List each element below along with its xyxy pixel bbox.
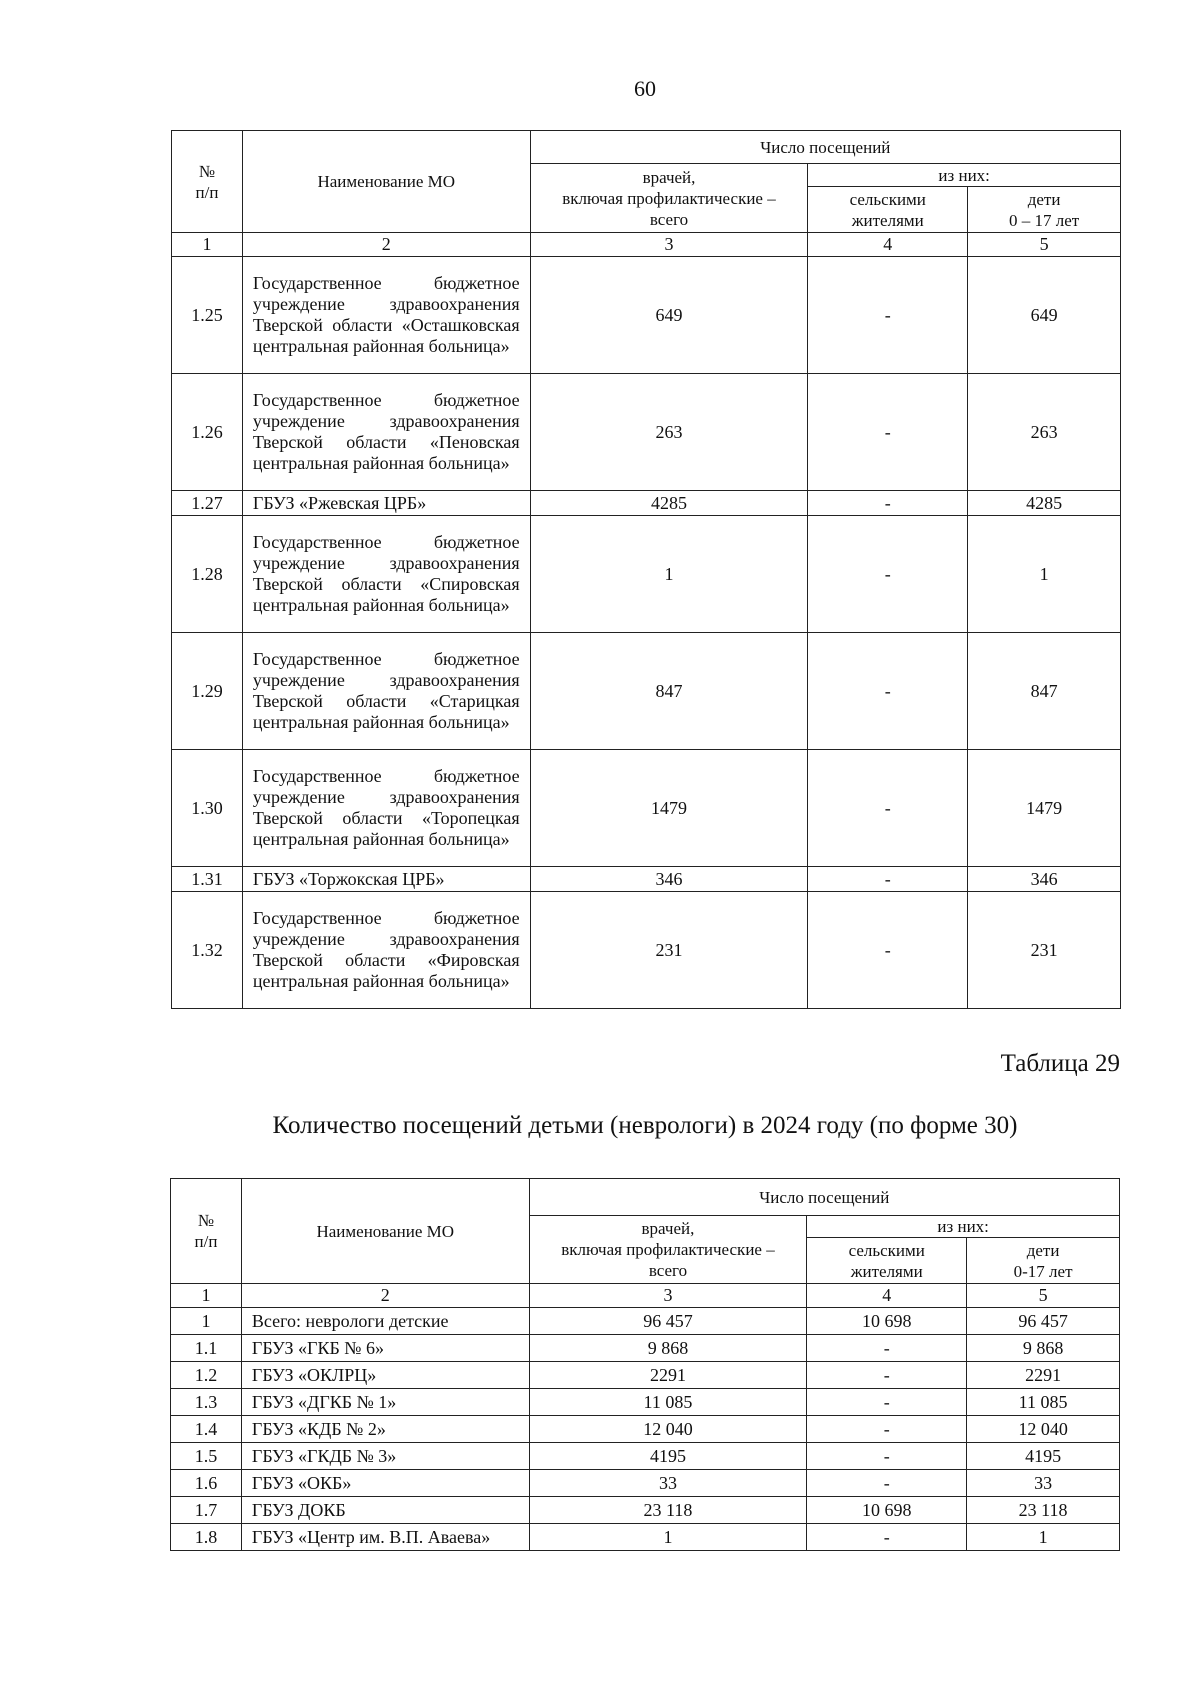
row-number: 1.29 <box>172 633 243 750</box>
table-row <box>171 1443 1120 1470</box>
row-total: 847 <box>530 633 808 750</box>
header-number: № п/п <box>171 1179 242 1284</box>
header-rural: сельскими жителями <box>808 187 968 233</box>
table-row <box>171 1470 1120 1497</box>
header-of-them: из них: <box>807 1216 1120 1238</box>
row-children: 4285 <box>968 491 1121 516</box>
header-visits: Число посещений <box>530 131 1120 164</box>
row-number: 1.32 <box>172 892 243 1009</box>
row-total: 231 <box>530 892 808 1009</box>
row-number: 1.30 <box>172 750 243 867</box>
table-row <box>171 1335 1120 1362</box>
row-rural: - <box>807 1470 967 1497</box>
row-total: 4195 <box>529 1443 807 1470</box>
header-number: № п/п <box>172 131 243 233</box>
row-total: 33 <box>529 1470 807 1497</box>
row-rural: - <box>807 1335 967 1362</box>
row-name: ГБУЗ «Центр им. В.П. Аваева» <box>241 1524 529 1551</box>
row-name: ГБУЗ «ОКЛРЦ» <box>241 1362 529 1389</box>
row-total: 2291 <box>529 1362 807 1389</box>
row-name: Государственное бюджетное учреждение здравоохранения Тверской области «Торопецкая центральная районная больница» <box>242 750 530 867</box>
row-name: ГБУЗ ДОКБ <box>241 1497 529 1524</box>
row-children: 1 <box>967 1524 1120 1551</box>
table-row <box>172 867 1121 892</box>
column-number: 5 <box>968 233 1121 257</box>
page-number: 60 <box>634 76 656 101</box>
header-children: дети 0-17 лет <box>967 1238 1120 1284</box>
column-number: 5 <box>967 1284 1120 1308</box>
row-name: ГБУЗ «Торжокская ЦРБ» <box>242 867 530 892</box>
row-name: Государственное бюджетное учреждение здравоохранения Тверской области «Старицкая центральная районная больница» <box>242 633 530 750</box>
row-rural: - <box>808 892 968 1009</box>
row-number: 1 <box>171 1308 242 1335</box>
row-total: 649 <box>530 257 808 374</box>
row-total: 12 040 <box>529 1416 807 1443</box>
table-row <box>171 1362 1120 1389</box>
row-total: 9 868 <box>529 1335 807 1362</box>
row-name: Государственное бюджетное учреждение здравоохранения Тверской области «Осташковская центральная районная больница» <box>242 257 530 374</box>
row-name: Государственное бюджетное учреждение здравоохранения Тверской области «Спировская центральная районная больница» <box>242 516 530 633</box>
table-label: Таблица 29 <box>1000 1050 1120 1077</box>
visits-table-continued <box>171 130 1121 1009</box>
row-number: 1.7 <box>171 1497 242 1524</box>
row-rural: - <box>808 491 968 516</box>
table-row <box>172 257 1121 374</box>
row-total: 11 085 <box>529 1389 807 1416</box>
row-number: 1.31 <box>172 867 243 892</box>
table-row <box>172 374 1121 491</box>
column-number: 3 <box>530 233 808 257</box>
row-number: 1.2 <box>171 1362 242 1389</box>
row-children: 2291 <box>967 1362 1120 1389</box>
column-number: 4 <box>808 233 968 257</box>
table-row <box>172 491 1121 516</box>
table-row <box>172 892 1121 1009</box>
row-total: 4285 <box>530 491 808 516</box>
table-row <box>172 750 1121 867</box>
row-children: 346 <box>968 867 1121 892</box>
header-rural: сельскими жителями <box>807 1238 967 1284</box>
column-number: 1 <box>171 1284 242 1308</box>
row-number: 1.6 <box>171 1470 242 1497</box>
table-row <box>171 1308 1120 1335</box>
row-rural: 10 698 <box>807 1308 967 1335</box>
row-children: 96 457 <box>967 1308 1120 1335</box>
column-number: 3 <box>529 1284 807 1308</box>
row-total: 1 <box>529 1524 807 1551</box>
row-children: 23 118 <box>967 1497 1120 1524</box>
row-rural: 10 698 <box>807 1497 967 1524</box>
row-children: 4195 <box>967 1443 1120 1470</box>
row-children: 1479 <box>968 750 1121 867</box>
row-name: ГБУЗ «ОКБ» <box>241 1470 529 1497</box>
row-rural: - <box>807 1362 967 1389</box>
row-name: ГБУЗ «ДГКБ № 1» <box>241 1389 529 1416</box>
row-number: 1.3 <box>171 1389 242 1416</box>
header-of-them: из них: <box>808 164 1121 187</box>
row-rural: - <box>807 1416 967 1443</box>
table-row <box>171 1416 1120 1443</box>
header-visits: Число посещений <box>529 1179 1119 1216</box>
neurologist-visits-table <box>170 1178 1120 1551</box>
table-title: Количество посещений детьми (неврологи) в 2024 году (по форме 30) <box>272 1112 1018 1139</box>
row-rural: - <box>808 867 968 892</box>
header-name: Наименование МО <box>242 131 530 233</box>
row-number: 1.8 <box>171 1524 242 1551</box>
row-number: 1.4 <box>171 1416 242 1443</box>
row-children: 11 085 <box>967 1389 1120 1416</box>
table-row <box>171 1389 1120 1416</box>
row-name: Всего: неврологи детские <box>241 1308 529 1335</box>
table-row <box>172 633 1121 750</box>
row-rural: - <box>807 1524 967 1551</box>
row-number: 1.27 <box>172 491 243 516</box>
row-name: ГБУЗ «Ржевская ЦРБ» <box>242 491 530 516</box>
row-children: 9 868 <box>967 1335 1120 1362</box>
row-rural: - <box>808 750 968 867</box>
row-children: 847 <box>968 633 1121 750</box>
row-number: 1.25 <box>172 257 243 374</box>
row-children: 263 <box>968 374 1121 491</box>
row-name: Государственное бюджетное учреждение здравоохранения Тверской области «Пеновская центральная районная больница» <box>242 374 530 491</box>
column-number: 1 <box>172 233 243 257</box>
row-total: 263 <box>530 374 808 491</box>
row-rural: - <box>807 1443 967 1470</box>
row-children: 231 <box>968 892 1121 1009</box>
row-rural: - <box>808 633 968 750</box>
table-row <box>172 516 1121 633</box>
row-total: 96 457 <box>529 1308 807 1335</box>
header-name: Наименование МО <box>241 1179 529 1284</box>
row-rural: - <box>808 257 968 374</box>
row-children: 649 <box>968 257 1121 374</box>
row-number: 1.28 <box>172 516 243 633</box>
column-number: 4 <box>807 1284 967 1308</box>
row-children: 1 <box>968 516 1121 633</box>
row-total: 346 <box>530 867 808 892</box>
row-number: 1.26 <box>172 374 243 491</box>
row-total: 23 118 <box>529 1497 807 1524</box>
row-name: ГБУЗ «КДБ № 2» <box>241 1416 529 1443</box>
row-rural: - <box>808 374 968 491</box>
row-number: 1.5 <box>171 1443 242 1470</box>
column-number: 2 <box>242 233 530 257</box>
row-number: 1.1 <box>171 1335 242 1362</box>
header-children: дети 0 – 17 лет <box>968 187 1121 233</box>
header-doctors-total: врачей, включая профилактические – всего <box>530 164 808 233</box>
row-name: Государственное бюджетное учреждение здравоохранения Тверской области «Фировская центральная районная больница» <box>242 892 530 1009</box>
header-doctors-total: врачей, включая профилактические – всего <box>529 1216 807 1284</box>
row-total: 1479 <box>530 750 808 867</box>
table-row <box>171 1497 1120 1524</box>
row-children: 12 040 <box>967 1416 1120 1443</box>
row-name: ГБУЗ «ГКБ № 6» <box>241 1335 529 1362</box>
row-children: 33 <box>967 1470 1120 1497</box>
column-number: 2 <box>241 1284 529 1308</box>
row-rural: - <box>807 1389 967 1416</box>
row-total: 1 <box>530 516 808 633</box>
row-name: ГБУЗ «ГКДБ № 3» <box>241 1443 529 1470</box>
table-row <box>171 1524 1120 1551</box>
row-rural: - <box>808 516 968 633</box>
